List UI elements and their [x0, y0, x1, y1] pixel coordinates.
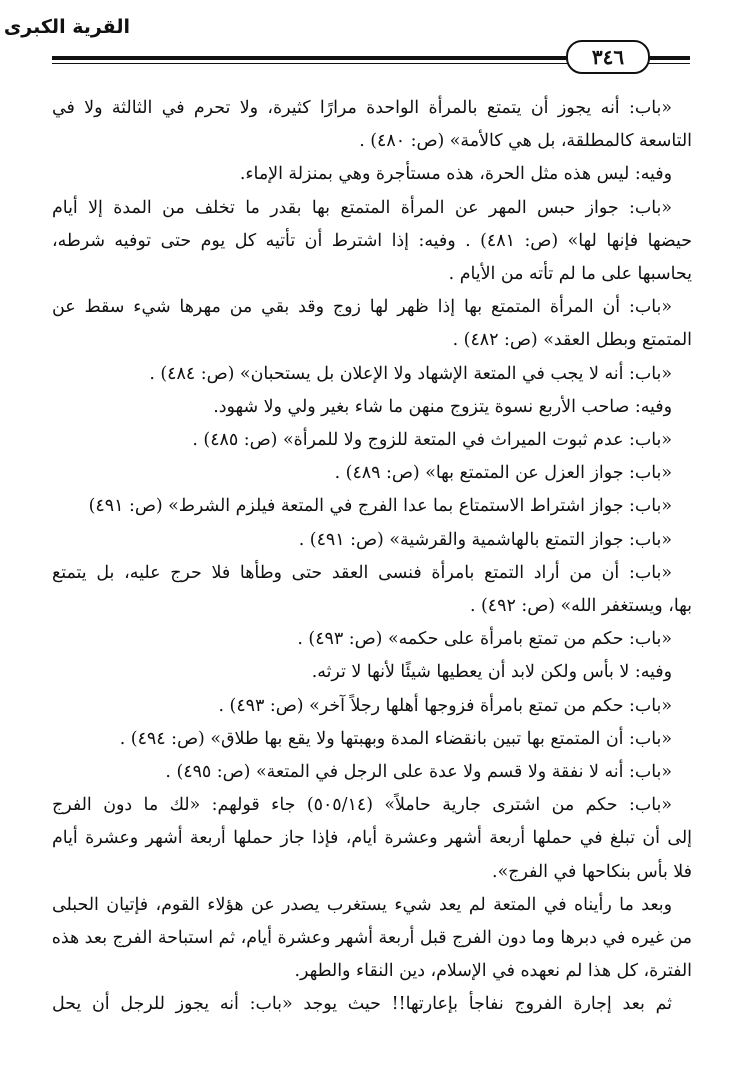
text-line: «باب: أن المتمتع بها تبين بانقضاء المدة وبهبتها ولا يقع بها طلاق» (ص: ٤٩٤) .	[119, 728, 672, 749]
text-line: المتمتع وبطل العقد» (ص: ٤٨٢) .	[452, 330, 692, 351]
text-line: «باب: عدم ثبوت الميراث في المتعة للزوج ولا للمرأة» (ص: ٤٨٥) .	[192, 430, 672, 451]
text-line: «باب: حكم من اشترى جارية حاملاً» (٥٠٥/١٤) جاء قولهم: «لك ما دون الفرج	[52, 795, 672, 816]
text-line: «باب: أنه يجوز أن يتمتع بالمرأة الواحدة مرارًا كثيرة، ولا تحرم في الثالثة ولا في	[52, 98, 672, 118]
text-line: وفيه: ليس هذه مثل الحرة، هذه مستأجرة وهي بمنزلة الإماء.	[239, 164, 672, 185]
text-line: «باب: أنه لا نفقة ولا قسم ولا عدة على الرجل في المتعة» (ص: ٤٩٥) .	[165, 762, 672, 783]
text-line: فلا بأس بنكاحها في الفرج».	[492, 861, 692, 882]
text-line: «باب: حكم من تمتع بامرأة على حكمه» (ص: ٤٩٣) .	[297, 629, 672, 650]
text-line: ثم بعد إجارة الفروج نفاجأ بإعارتها!! حيث يوجد «باب: أنه يجوز للرجل أن يحل	[52, 994, 672, 1015]
text-line: «باب: جواز حبس المهر عن المرأة المتمتع بها بقدر ما تخلف من المدة إلا أيام	[52, 197, 672, 218]
text-line: «باب: أنه لا يجب في المتعة الإشهاد ولا الإعلان بل يستحبان» (ص: ٤٨٤) .	[149, 363, 672, 384]
text-line: وفيه: لا بأس ولكن لابد أن يعطيها شيئًا لأنها لا ترثه.	[311, 662, 672, 683]
text-line: «باب: جواز العزل عن المتمتع بها» (ص: ٤٨٩) .	[334, 463, 672, 484]
text-line: «باب: أن من أراد التمتع بامرأة فنسى العقد حتى وطأها فلا حرج عليه، بل يتمتع	[52, 562, 672, 583]
text-line: من غيره في دبرها وما دون الفرج قبل أربعة أشهر وعشرة أيام، ثم استباحة الفرج بعد هذه	[52, 928, 692, 949]
text-line: يحاسبها على ما لم تأته من الأيام .	[448, 264, 692, 285]
text-line: «باب: أن المرأة المتمتع بها إذا ظهر لها زوج وقد بقي من مهرها شيء سقط عن	[52, 297, 672, 318]
running-title: القرية الكبرى	[3, 16, 130, 38]
text-line: بها، ويستغفر الله» (ص: ٤٩٢) .	[469, 596, 692, 617]
body-text	[52, 92, 692, 1022]
text-line: التاسعة كالمطلقة، بل هي كالأمة» (ص: ٤٨٠) .	[359, 131, 692, 152]
text-line: «باب: جواز التمتع بالهاشمية والقرشية» (ص: ٤٩١) .	[298, 529, 672, 550]
text-line: حيضها فإنها لها» (ص: ٤٨١) . وفيه: إذا اشترط أن تأتيه كل يوم حتى توفيه شرطه،	[52, 230, 692, 251]
text-line: «باب: حكم من تمتع بامرأة فزوجها أهلها رجلاً آخر» (ص: ٤٩٣) .	[218, 695, 672, 716]
text-line: «باب: جواز اشتراط الاستمتاع بما عدا الفرج في المتعة فيلزم الشرط» (ص: ٤٩١)	[88, 496, 672, 517]
text-line: وفيه: صاحب الأربع نسوة يتزوج منهن ما شاء بغير ولي ولا شهود.	[213, 396, 672, 417]
text-line: وبعد ما رأيناه في المتعة لم يعد شيء يستغرب يصدر عن هؤلاء القوم، فإتيان الحبلى	[52, 894, 672, 915]
text-line: الفترة، كل هذا لم نعهده في الإسلام، دين النقاء والطهر.	[294, 961, 692, 982]
page-number: ٣٤٦	[566, 40, 650, 74]
text-line: إلى أن تبلغ في حملها أربعة أشهر وعشرة أيام، فإذا جاز حملها أربعة أشهر وعشرة أيام	[52, 828, 692, 849]
